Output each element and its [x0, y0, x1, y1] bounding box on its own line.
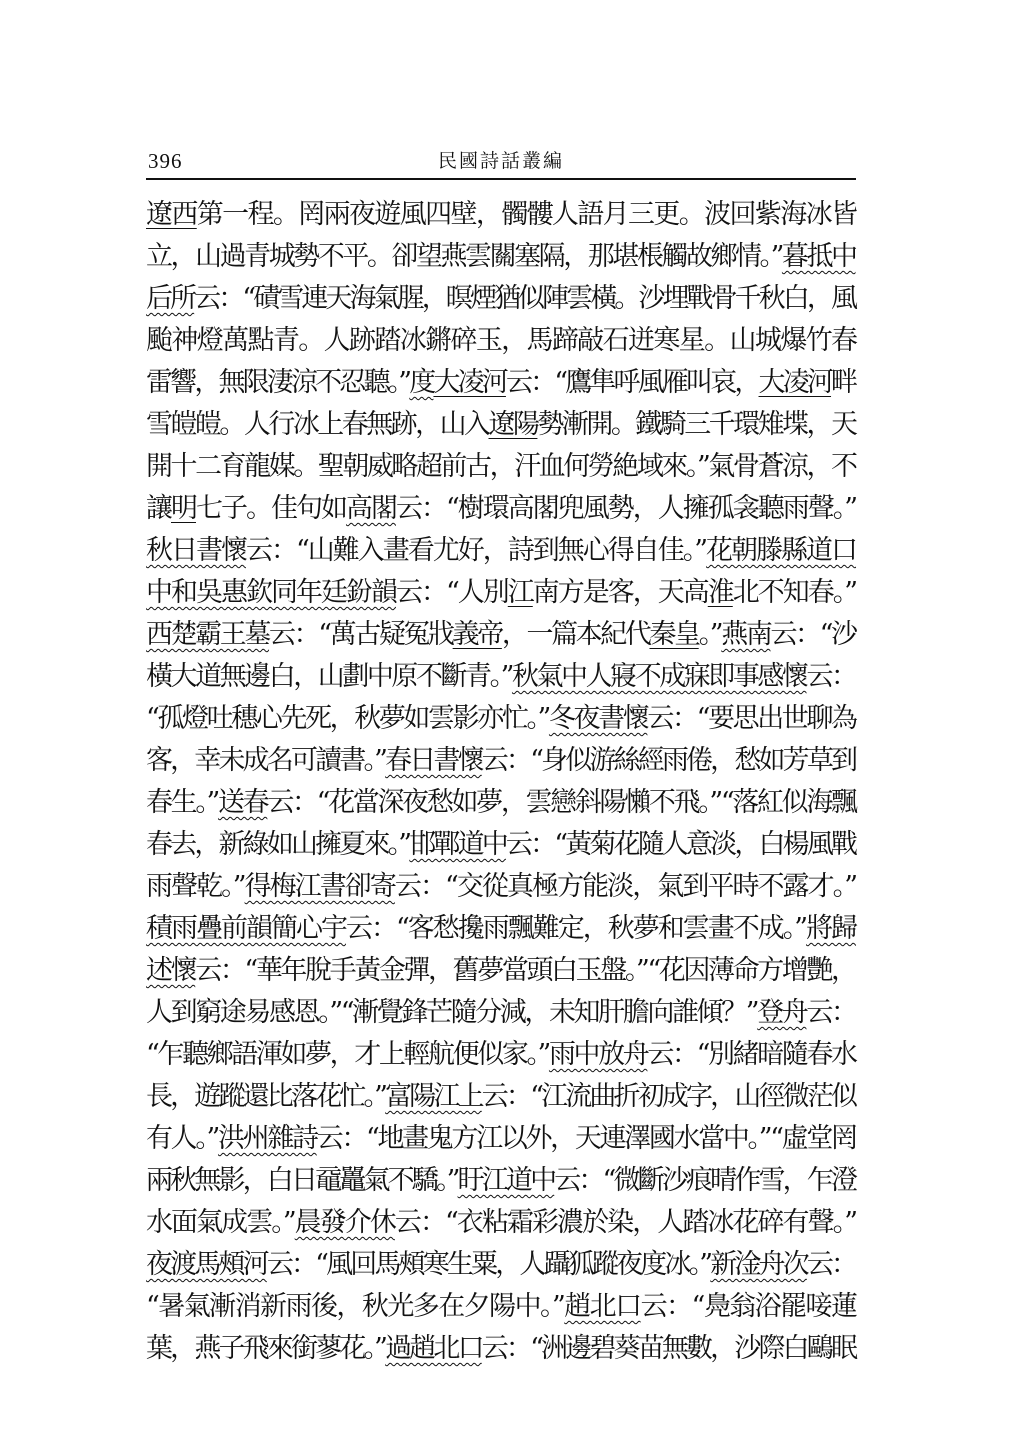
- running-title: 民國詩話叢編: [437, 150, 564, 172]
- text-line: [146, 866, 858, 908]
- text-segment: 橫大道無邊白，山劃中原不斷青。”: [146, 661, 512, 692]
- poem-title-wavy-underlined: 春日書懷: [385, 745, 482, 776]
- text-line: [146, 572, 858, 614]
- text-segment: 北不知春。”: [732, 577, 857, 608]
- poem-title-wavy-underlined: 雨中放舟: [548, 1039, 648, 1070]
- text-line: [146, 824, 858, 866]
- text-segment: 人到窮途易感恩。”“漸覺鋒芒隨分減，未知肝膽向誰傾？”: [146, 997, 758, 1028]
- poem-title-wavy-underlined: 高閣: [345, 493, 396, 524]
- text-segment: 長，遊蹤還比落花忙。”: [146, 1081, 386, 1112]
- text-segment: 南方是客，天高: [532, 577, 708, 608]
- text-line: [146, 1160, 858, 1202]
- text-line: [146, 1244, 858, 1286]
- poem-title-wavy-underlined: 夜渡馬頰河: [146, 1249, 267, 1280]
- poem-title-wavy-underlined: 洪州雜詩: [217, 1123, 317, 1154]
- text-segment: 勢漸開。鐵騎三千環雉堞，天: [537, 409, 856, 440]
- poem-title-wavy-underlined: 度: [409, 367, 434, 398]
- poem-title-wavy-underlined: 暮抵中: [781, 241, 856, 272]
- poem-title-wavy-underlined: 燕南: [721, 619, 771, 650]
- text-segment: 客，幸未成名可讀書。”: [146, 745, 386, 776]
- text-line: [146, 740, 858, 782]
- poem-title-wavy-underlined: 富陽江上: [385, 1081, 482, 1112]
- text-line: [146, 320, 858, 362]
- proper-noun-underlined: 遼陽: [488, 409, 538, 440]
- text-segment: 云：“鷹隼呼風雁叫哀，: [505, 367, 759, 398]
- text-segment: 云：“衣粘霜彩濃於染，人踏冰花碎有聲。”: [394, 1207, 857, 1238]
- poem-title-wavy-underlined: 積雨疊前韻簡心宇: [146, 913, 346, 944]
- text-line: [146, 1328, 858, 1370]
- text-line: [146, 278, 858, 320]
- text-line: [146, 404, 858, 446]
- text-segment: 云：“交從真極方能淡，氣到平時不露才。”: [394, 871, 857, 902]
- text-segment: 春生。”: [146, 787, 218, 818]
- page-number: 396: [148, 149, 183, 173]
- proper-noun-underlined: 大凌河: [758, 367, 832, 398]
- proper-noun-underlined: 義帝: [452, 619, 502, 650]
- text-segment: 云：“黃菊花隨人意淡，白楊風戰: [505, 829, 856, 860]
- text-segment: 云：“萬古疑冤戕: [269, 619, 453, 650]
- text-segment: 雨聲乾。”: [146, 871, 245, 902]
- body-text: [146, 194, 858, 1370]
- poem-title-wavy-underlined: 送春: [217, 787, 268, 818]
- poem-title-wavy-underlined: 盱江道中: [457, 1165, 555, 1196]
- text-line: [146, 1034, 858, 1076]
- text-segment: 雪皚皚。人行冰上春無跡，山入: [146, 409, 489, 440]
- text-segment: 云：: [806, 1249, 856, 1280]
- text-segment: 云：“鳧翁浴罷唼蓮: [640, 1291, 857, 1322]
- text-line: [146, 950, 858, 992]
- text-segment: 雷響，無限淒涼不忍聽。”: [146, 367, 410, 398]
- text-segment: 云：“微斷沙痕晴作雪，乍澄: [554, 1165, 856, 1196]
- text-segment: 云：“磧雪連天海氣腥，暝煙猶似陣雲橫。沙埋戰骨千秋白，風: [194, 283, 856, 314]
- text-segment: 兩秋無影，白日黿鼉氣不驕。”: [146, 1165, 458, 1196]
- poem-title-wavy-underlined: 述懷: [146, 955, 196, 986]
- text-segment: 。”: [698, 619, 722, 650]
- proper-noun-underlined: 明: [171, 493, 196, 524]
- text-segment: 云：“身似游絲經雨倦，愁如芳草到: [481, 745, 856, 776]
- text-segment: 立，山過青城勢不平。卻望燕雲關塞隔，那堪棖觸故鄉情。”: [146, 241, 782, 272]
- proper-noun-underlined: 淮: [707, 577, 733, 608]
- text-line: [146, 362, 858, 404]
- text-line: [146, 992, 858, 1034]
- text-segment: “孤燈吐穗心先死，秋夢如雲影亦忙。”: [146, 703, 549, 734]
- text-segment: 云：“要思出世聊為: [647, 703, 856, 734]
- poem-title-wavy-underlined: 晨發介休: [294, 1207, 395, 1238]
- text-segment: 颱神燈萬點青。人跡踏冰鏘碎玉，馬蹄敲石迸寒星。山城爆竹春: [146, 325, 857, 356]
- poem-title-wavy-underlined: 趙北口: [564, 1291, 641, 1322]
- text-line: [146, 236, 858, 278]
- text-line: [146, 614, 858, 656]
- poem-title-wavy-underlined: 秋氣中人寢不成寐即事感懷: [511, 661, 807, 692]
- text-line: [146, 1286, 858, 1328]
- text-segment: 云：“樹環高閣兜風勢，人擁孤衾聽雨聲。”: [395, 493, 857, 524]
- text-line: [146, 698, 858, 740]
- text-line: [146, 782, 858, 824]
- poem-title-wavy-underlined: 后所: [146, 283, 195, 314]
- page-header: [146, 148, 856, 180]
- text-segment: 云：“山難入畫看尤好，詩到無心得自佳。”: [246, 535, 707, 566]
- text-line: [146, 908, 858, 950]
- text-segment: 讓: [146, 493, 171, 524]
- text-segment: 云：: [806, 997, 856, 1028]
- text-segment: ，一篇本紀代: [501, 619, 650, 650]
- text-line: [146, 1076, 858, 1118]
- text-segment: 畔: [831, 367, 856, 398]
- proper-noun-underlined: 江: [507, 577, 533, 608]
- text-segment: 水面氣成雲。”: [146, 1207, 295, 1238]
- proper-noun-underlined: 遼西: [146, 199, 197, 230]
- poem-title-wavy-underlined: 花朝滕縣道口: [706, 535, 857, 566]
- text-segment: 春去，新綠如山擁夏來。”: [146, 829, 410, 860]
- text-segment: 有人。”: [146, 1123, 218, 1154]
- text-segment: 七子。佳句如: [196, 493, 346, 524]
- proper-noun-underlined: 秦皇: [649, 619, 699, 650]
- poem-title-wavy-underlined: 邯鄲道中: [409, 829, 506, 860]
- text-line: [146, 488, 858, 530]
- poem-title-wavy-underlined: 將歸: [806, 913, 857, 944]
- text-segment: 云：“沙: [770, 619, 856, 650]
- text-segment: 云：“風回馬頰寒生粟，人躡狐蹤夜度冰。”: [266, 1249, 711, 1280]
- text-segment: 開十二育龍媒。聖朝威略超前古，汗血何勞絶域來。”氣骨蒼涼，不: [146, 451, 856, 482]
- poem-title-wavy-underlined: 過趙北口: [385, 1333, 482, 1364]
- proper-noun-underlined: 大凌河: [433, 367, 506, 398]
- text-segment: 云：“人別: [395, 577, 508, 608]
- text-segment: 云：“客愁攙雨飄難定，秋夢和雲畫不成。”: [345, 913, 807, 944]
- text-line: [146, 446, 858, 488]
- text-segment: 云：“華年脫手黃金彈，舊夢當頭白玉盤。”“花因薄命方增艷，: [195, 955, 856, 986]
- poem-title-wavy-underlined: 秋日書懷: [146, 535, 246, 566]
- poem-title-wavy-underlined: 中和吳惠欽同年廷鈖韻: [146, 577, 396, 608]
- text-line: [146, 656, 858, 698]
- text-segment: 葉，燕子飛來銜蓼花。”: [146, 1333, 386, 1364]
- text-segment: 云：“江流曲折初成字，山徑微茫似: [481, 1081, 856, 1112]
- text-line: [146, 530, 858, 572]
- poem-title-wavy-underlined: 冬夜書懷: [548, 703, 648, 734]
- text-line: [146, 194, 858, 236]
- text-segment: 第一程。罔兩夜遊風四壁，髑髏人語月三更。波回紫海冰皆: [196, 199, 857, 230]
- text-line: [146, 1118, 858, 1160]
- text-segment: 云：“地畫鬼方江以外，天連澤國水當中。”“虛堂罔: [316, 1123, 856, 1154]
- text-segment: 云：: [806, 661, 856, 692]
- poem-title-wavy-underlined: 西楚霸王墓: [146, 619, 270, 650]
- poem-title-wavy-underlined: 得梅江書卻寄: [244, 871, 395, 902]
- poem-title-wavy-underlined: 新淦舟次: [710, 1249, 807, 1280]
- text-segment: 云：“洲邊碧葵苗無數，沙際白鷗眠: [481, 1333, 856, 1364]
- text-segment: 云：“別緒暗隨春水: [647, 1039, 856, 1070]
- text-line: [146, 1202, 858, 1244]
- text-segment: “暑氣漸消新雨後，秋光多在夕陽中。”: [146, 1291, 565, 1322]
- text-segment: 云：“花當深夜愁如夢，雲戀斜陽懶不飛。”“落紅似海飄: [267, 787, 856, 818]
- text-segment: “乍聽鄉語渾如夢，才上輕航便似家。”: [146, 1039, 549, 1070]
- poem-title-wavy-underlined: 登舟: [757, 997, 807, 1028]
